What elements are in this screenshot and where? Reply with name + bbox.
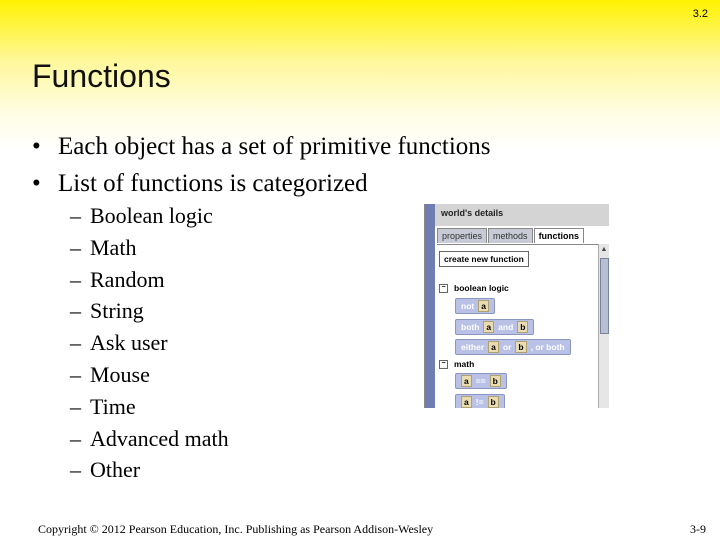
category-text: Math [90, 234, 137, 260]
bullet-glyph: • [32, 170, 41, 197]
tab-functions[interactable]: functions [534, 228, 585, 243]
category-text: Mouse [90, 361, 150, 387]
category-item [70, 423, 229, 455]
section-math[interactable] [439, 359, 474, 369]
panel-header-title: world's details [441, 208, 504, 218]
tile-slot: a [461, 396, 472, 408]
dash-glyph: – [70, 330, 81, 356]
tab-properties[interactable]: properties [437, 228, 487, 243]
function-tile-equals[interactable] [455, 373, 507, 389]
dash-glyph: – [70, 425, 81, 451]
corner-label: 3.2 [692, 8, 708, 20]
dash-glyph: – [70, 393, 81, 419]
category-item [70, 200, 229, 232]
tile-slot: a [478, 300, 489, 312]
category-item [70, 264, 229, 296]
tile-slot: b [515, 341, 526, 353]
tile-slot: a [483, 321, 494, 333]
create-new-function-button[interactable]: create new function [439, 251, 529, 267]
dash-glyph: – [70, 298, 81, 324]
tile-slot: b [490, 375, 501, 387]
dash-glyph: – [70, 234, 81, 260]
category-text: Ask user [90, 330, 168, 356]
scroll-up-icon[interactable]: ▲ [600, 246, 608, 253]
function-tile-either-or[interactable] [455, 339, 571, 355]
section-label: boolean logic [454, 283, 509, 293]
bullet-list [32, 128, 491, 202]
tile-slot: a [461, 375, 472, 387]
bullet-text: List of functions is categorized [58, 170, 368, 197]
dash-glyph: – [70, 457, 81, 483]
category-text: Random [90, 266, 165, 292]
category-item [70, 391, 229, 423]
tile-word: , or both [530, 342, 565, 352]
category-item [70, 359, 229, 391]
tile-slot: b [517, 321, 528, 333]
collapse-icon[interactable]: − [439, 360, 448, 369]
section-boolean-logic[interactable] [439, 283, 509, 293]
section-label: math [454, 359, 475, 369]
category-item [70, 295, 229, 327]
category-text: Other [90, 457, 141, 483]
category-text: Advanced math [90, 425, 229, 451]
scroll-thumb[interactable] [600, 258, 609, 334]
collapse-icon[interactable]: − [439, 284, 448, 293]
vertical-scrollbar[interactable] [598, 244, 609, 408]
page-number: 3-9 [690, 522, 706, 536]
dash-glyph: – [70, 361, 81, 387]
tile-word: != [475, 397, 484, 407]
function-tile-not[interactable] [455, 298, 495, 314]
tile-word: or [502, 342, 512, 352]
category-item [70, 454, 229, 486]
function-tile-both-and[interactable] [455, 319, 534, 335]
bullet-item [32, 165, 491, 202]
category-text: Time [90, 393, 136, 419]
copyright-footer: Copyright © 2012 Pearson Education, Inc. Publishing as Pearson Addison-Wesley [38, 522, 434, 536]
category-list [70, 200, 229, 486]
bullet-glyph: • [32, 133, 41, 160]
tile-word: and [498, 322, 514, 332]
slide-title: Functions [32, 58, 171, 94]
tile-word: not [461, 301, 475, 311]
function-tile-not-equals[interactable] [455, 394, 505, 408]
category-item [70, 327, 229, 359]
tab-methods[interactable]: methods [488, 228, 533, 243]
tile-word: == [475, 376, 486, 386]
tile-word: both [461, 322, 480, 332]
tile-slot: a [488, 341, 499, 353]
tile-word: either [461, 342, 485, 352]
panel-tabs [437, 228, 585, 243]
dash-glyph: – [70, 266, 81, 292]
category-text: Boolean logic [90, 203, 213, 228]
panel-header [435, 204, 609, 226]
tile-slot: b [488, 396, 499, 408]
functions-list [437, 244, 599, 408]
bullet-text: Each object has a set of primitive functions [58, 133, 491, 160]
category-item [70, 232, 229, 264]
dash-glyph: – [70, 203, 81, 228]
category-text: String [90, 298, 144, 324]
panel-left-strip [425, 204, 435, 408]
bullet-item [32, 128, 491, 165]
worlds-details-panel [424, 204, 609, 408]
